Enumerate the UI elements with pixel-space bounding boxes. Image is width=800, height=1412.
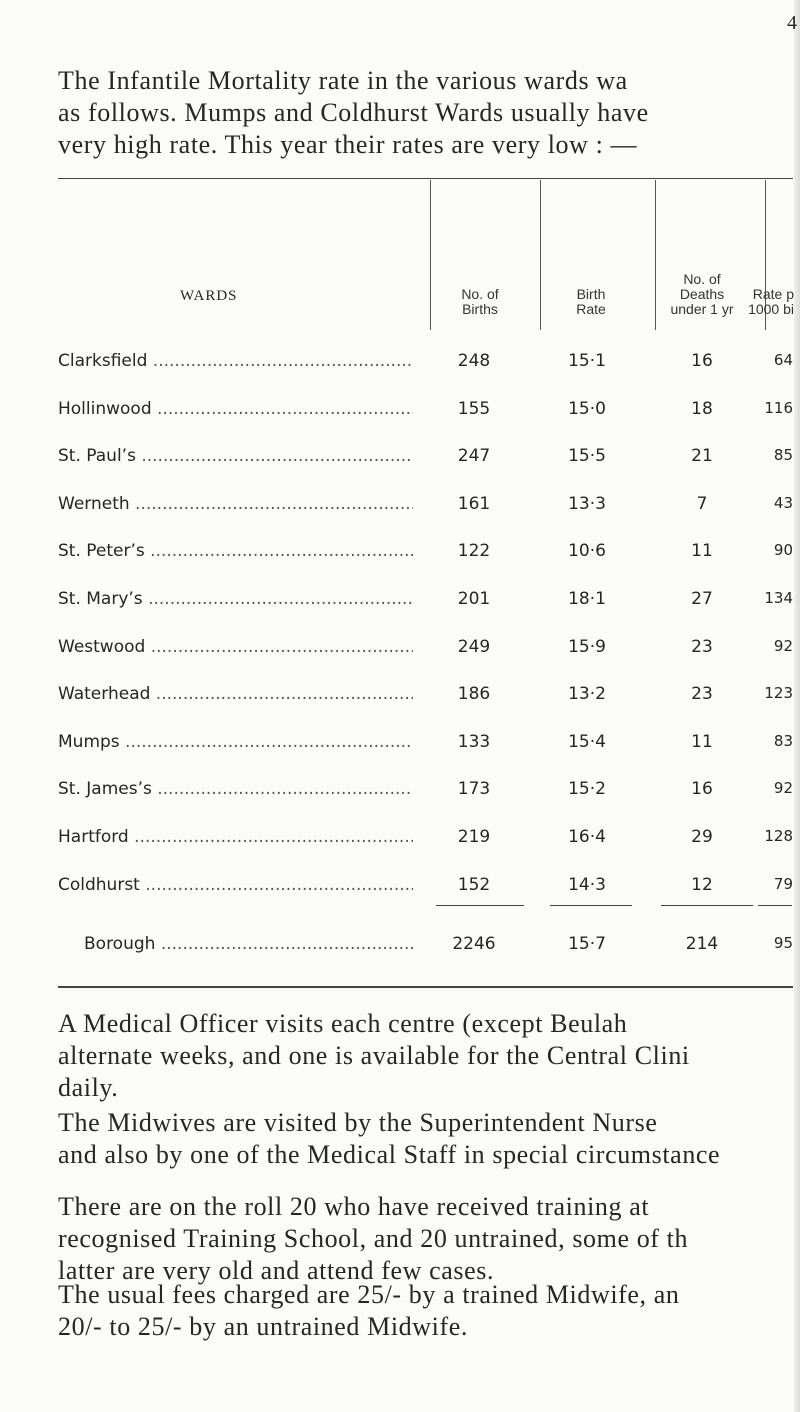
table-row	[58, 446, 793, 476]
paragraph-line: 20/- to 25/- by an untrained Midwife.	[58, 1312, 468, 1341]
ward-name: Clarksfield .....	[58, 351, 413, 371]
rate-cell: 79	[773, 874, 793, 893]
birth-rate-cell: 16·4	[568, 827, 606, 847]
deaths-cell: 21	[691, 446, 713, 467]
deaths-cell: 18	[691, 398, 713, 419]
ward-name: Hollinwood .....	[58, 399, 413, 419]
ward-name: Hartford .....	[58, 827, 413, 847]
table-row	[58, 827, 793, 857]
table-row	[58, 732, 793, 762]
table-bottom-rule	[58, 986, 793, 988]
deaths-cell: 23	[691, 684, 713, 705]
deaths-cell: 23	[691, 636, 713, 657]
header-deaths-line: under 1 yr	[670, 301, 734, 317]
births-cell: 249	[457, 636, 491, 657]
sum-rule	[758, 905, 792, 906]
deaths-cell: 11	[691, 731, 713, 752]
header-birth-rate-line: Birth	[576, 286, 606, 302]
birth-rate-cell: 13·2	[568, 684, 606, 705]
birth-rate-cell: 15·2	[568, 779, 606, 800]
paragraph-line: There are on the roll 20 who have received training at	[58, 1192, 650, 1221]
deaths-cell: 16	[691, 351, 713, 371]
ward-name: St. James’s .....	[58, 779, 413, 799]
births-cell: 155	[457, 398, 491, 419]
midwives-paragraph	[58, 1107, 793, 1171]
header-deaths-line: Deaths	[679, 286, 725, 302]
header-rate-line: Rate p	[752, 286, 794, 302]
total-ward: Borough .....	[84, 934, 413, 954]
page-edge	[794, 0, 800, 1412]
births-cell: 161	[457, 493, 491, 514]
paragraph-line: alternate weeks, and one is available for the Central Clini	[58, 1041, 690, 1070]
table-row	[58, 399, 793, 429]
table-row	[58, 494, 793, 524]
ward-name: St. Peter’s .....	[58, 541, 413, 561]
rate-cell: 134	[764, 589, 793, 607]
birth-rate-cell: 14·3	[568, 874, 606, 895]
rate-cell: 43	[773, 493, 793, 512]
total-birth-rate: 15·7	[568, 934, 606, 954]
ward-name: Westwood .....	[58, 637, 413, 657]
intro-line: very high rate. This year their rates are very low : —	[58, 130, 638, 159]
table-row	[58, 684, 793, 714]
sum-rule	[436, 905, 524, 906]
fees-paragraph	[58, 1279, 793, 1343]
rate-cell: 85	[773, 446, 793, 465]
birth-rate-cell: 15·5	[568, 446, 606, 467]
deaths-cell: 7	[696, 493, 708, 514]
ward-name: Mumps .....	[58, 732, 413, 752]
deaths-cell: 27	[691, 589, 713, 609]
roll-paragraph	[58, 1191, 793, 1287]
rate-cell: 123	[764, 684, 793, 703]
table-row	[58, 541, 793, 571]
paragraph-line: The Midwives are visited by the Superintendent Nurse	[58, 1108, 658, 1137]
total-rate: 95	[773, 934, 793, 952]
ward-name: St. Paul’s .....	[58, 446, 413, 466]
birth-rate-cell: 18·1	[568, 589, 606, 609]
table-row	[58, 351, 793, 381]
header-births-line: No. of	[461, 286, 499, 302]
births-cell: 219	[457, 827, 491, 847]
intro-line: The Infantile Mortality rate in the various wards wa	[58, 66, 628, 95]
header-rate-line: 1000 bi	[748, 301, 794, 317]
header-wards: WARDS	[180, 288, 238, 304]
ward-name: Waterhead .....	[58, 684, 413, 704]
ward-name: Werneth .....	[58, 494, 413, 514]
column-divider	[540, 180, 541, 330]
rate-cell: 83	[773, 731, 793, 750]
sum-rule	[661, 905, 753, 906]
table-row	[58, 779, 793, 809]
table-row	[58, 589, 793, 619]
page-number: 4	[787, 12, 797, 34]
header-rate	[738, 287, 794, 317]
medical-officer-paragraph	[58, 1008, 793, 1104]
birth-rate-cell: 15·0	[568, 398, 606, 419]
births-cell: 186	[457, 684, 491, 705]
column-divider	[430, 180, 431, 330]
birth-rate-cell: 15·1	[568, 351, 606, 371]
birth-rate-cell: 10·6	[568, 541, 606, 562]
rate-cell: 92	[773, 636, 793, 655]
table-row	[58, 637, 793, 667]
header-birth-rate-line: Rate	[576, 301, 606, 317]
deaths-cell: 11	[691, 541, 713, 562]
table-total-row	[58, 934, 793, 964]
header-deaths-line: No. of	[683, 271, 721, 287]
ward-name: Coldhurst .....	[58, 875, 413, 895]
births-cell: 247	[457, 446, 491, 467]
header-births-line: Births	[462, 301, 498, 317]
paragraph-line: latter are very old and attend few cases.	[58, 1256, 495, 1285]
total-births: 2246	[452, 934, 496, 954]
deaths-cell: 12	[691, 874, 713, 895]
header-deaths	[656, 272, 748, 317]
table-top-rule	[58, 178, 793, 179]
rate-cell: 116	[764, 398, 793, 417]
deaths-cell: 16	[691, 779, 713, 800]
intro-line: as follows. Mumps and Coldhurst Wards usually have	[58, 98, 649, 127]
birth-rate-cell: 15·9	[568, 636, 606, 657]
intro-paragraph	[58, 65, 793, 161]
ward-name: St. Mary’s .....	[58, 589, 413, 609]
paragraph-line: daily.	[58, 1073, 119, 1102]
births-cell: 201	[457, 589, 491, 609]
paragraph-line: and also by one of the Medical Staff in special circumstance	[58, 1140, 721, 1169]
births-cell: 122	[457, 541, 491, 562]
paragraph-line: recognised Training School, and 20 untrained, some of th	[58, 1224, 689, 1253]
birth-rate-cell: 13·3	[568, 493, 606, 514]
header-births	[436, 287, 524, 317]
total-deaths: 214	[685, 934, 719, 954]
birth-rate-cell: 15·4	[568, 731, 606, 752]
rate-cell: 64	[773, 351, 793, 369]
paragraph-line: The usual fees charged are 25/- by a trained Midwife, an	[58, 1280, 680, 1309]
births-cell: 248	[457, 351, 491, 371]
rate-cell: 92	[773, 779, 793, 798]
rate-cell: 90	[773, 541, 793, 560]
births-cell: 133	[457, 731, 491, 752]
births-cell: 173	[457, 779, 491, 800]
sum-rule	[550, 905, 632, 906]
births-cell: 152	[457, 874, 491, 895]
deaths-cell: 29	[691, 827, 713, 847]
header-birth-rate	[550, 287, 632, 317]
rate-cell: 128	[764, 827, 793, 845]
table-row	[58, 875, 793, 905]
paragraph-line: A Medical Officer visits each centre (except Beulah	[58, 1009, 628, 1038]
